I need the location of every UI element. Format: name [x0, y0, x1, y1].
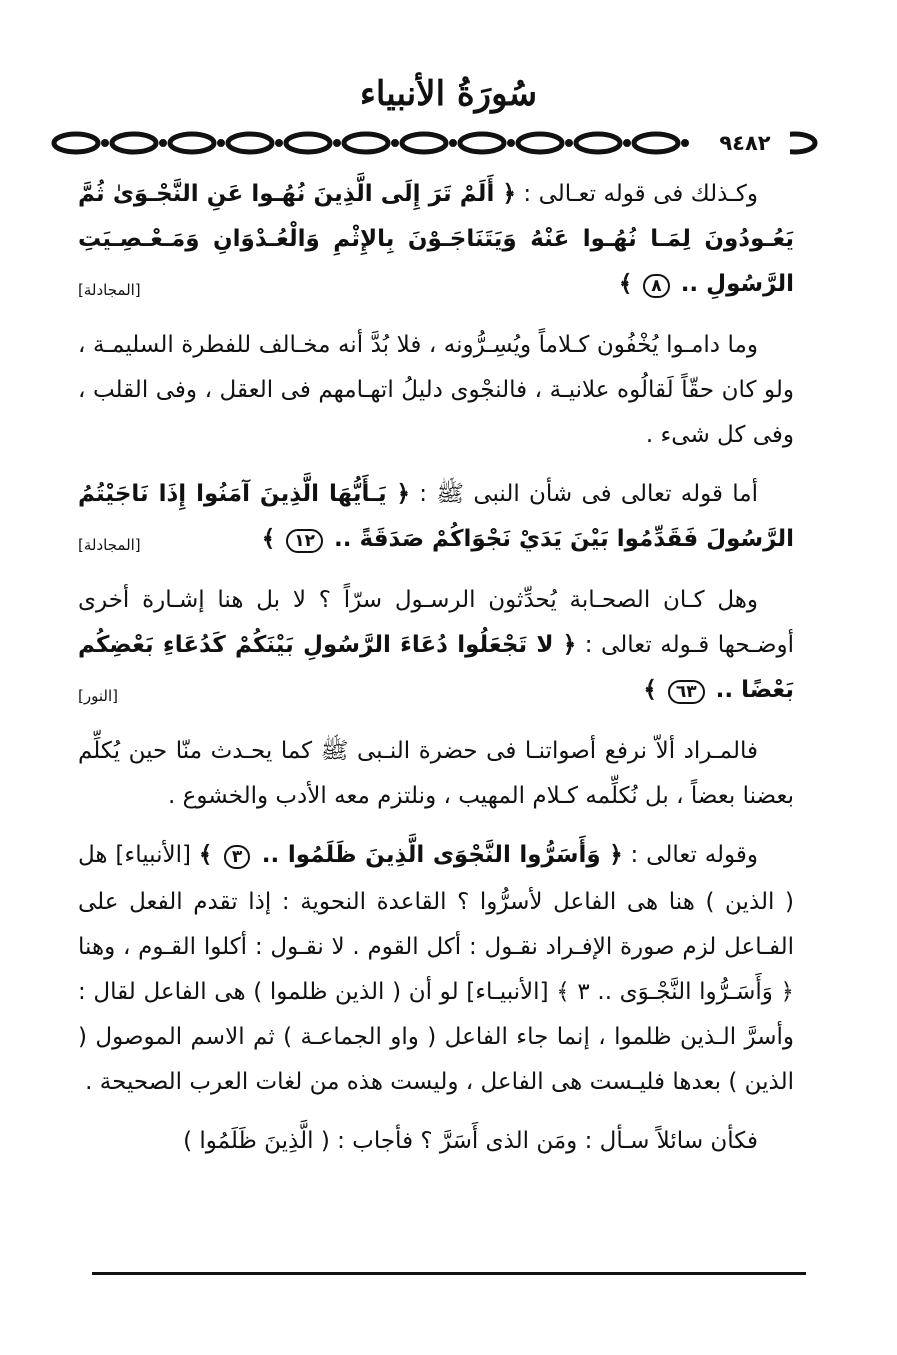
ayah-number: ١٢: [286, 529, 323, 553]
surah-reference: [المجادلة]: [78, 536, 141, 554]
paragraph-text: وما دامـوا يُخْفُون كـلاماً ويُسِـرُّونه ، فلا بُدَّ أنه مخـالف للفطرة السليمـة ، ولو كان حقّاً لَقالُوه علانيـة ، فالنجْوى دليلُ اتهـامهم فى العقل ، وفى القلب ، وفى كل شىء .: [78, 332, 794, 448]
ayah-number: ٦٣: [668, 680, 705, 704]
quote-close: ﴾: [643, 677, 665, 703]
surah-reference: [المجادلة]: [78, 281, 141, 299]
paragraph: [78, 472, 794, 564]
paragraph-text: فكأن سائلاً سـأل : ومَن الذى أَسَرَّ ؟ فأجاب : ( الَّذِينَ ظَلَمُوا ): [183, 1128, 758, 1154]
paragraph-text: فالمـراد ألاّ نرفع أصواتنـا فى حضرة النـبى ﷺ كما يحـدث منّا حين يُكلِّم بعضنا بعضاً ، بل نُكلِّمه كـلام المهيب ، ونلتزم معه الأدب والخشوع .: [78, 738, 794, 809]
paragraph: [78, 833, 794, 1105]
paragraph: [78, 729, 794, 819]
paragraph-text: وقوله تعالى :: [622, 842, 759, 868]
ayah-number: ٣: [224, 845, 250, 869]
ayah-number: ٨: [643, 274, 669, 298]
surah-title: سُورَةُ الأنبياء: [359, 74, 538, 114]
quran-quote: ﴿ لا تَجْعَلُوا دُعَاءَ الرَّسُولِ بَيْنَكُمْ كَدُعَاءِ بَعْضِكُم بَعْضًا ..: [78, 632, 794, 703]
quran-quote: ﴿ أَلَمْ تَرَ إِلَى الَّذِينَ نُهُـوا عَنِ النَّجْـوَىٰ ثُمَّ يَعُـودُونَ لِمَـا نُهُـوا عَنْهُ وَيَتَنَاجَـوْنَ بِالإِثْمِ وَالْعُـدْوَانِ وَمَـعْـصِـيَتِ الرَّسُولِ ..: [78, 181, 794, 297]
page-number: ٩٤٨٢: [700, 126, 790, 160]
quote-close: ﴾: [198, 842, 221, 868]
paragraph: [78, 578, 794, 715]
paragraph-text: وكـذلك فى قوله تعـالى :: [515, 181, 758, 207]
quote-close: ﴾: [618, 271, 641, 297]
paragraph-text: وهل كـان الصحـابة يُحدِّثون الرسـول سرّاً ؟ لا بل هنا إشـارة أخرى أوضـحها قـوله تعالى :: [78, 587, 794, 658]
paragraph: [78, 323, 794, 458]
body-text: [78, 172, 794, 1178]
paragraph: [78, 1119, 794, 1164]
paragraph: [78, 172, 794, 309]
quran-quote: ﴿ يَـأَيُّهَا الَّذِينَ آمَنُوا إِذَا نَاجَيْتُمُ الرَّسُولَ فَقَدِّمُوا بَيْنَ يَدَيْ نَجْوَاكُمْ صَدَقَةً ..: [78, 481, 794, 552]
surah-reference: [النور]: [78, 687, 118, 705]
quote-close: ﴾: [261, 526, 284, 552]
quran-quote: ﴿ وَأَسَرُّوا النَّجْوَى الَّذِينَ ظَلَمُوا ..: [253, 842, 623, 868]
footer-rule: [92, 1272, 806, 1275]
paragraph-text: أما قوله تعالى فى شأن النبى ﷺ :: [410, 481, 758, 507]
paragraph-text-continued: [الأنبياء] هل ( الذين ) هنا هى الفاعل لأسرُّوا ؟ القاعدة النحوية : إذا تقدم الفعل على الفـاعل لزم صورة الإفـراد نقـول : أكل القوم . لا نقـول : أكلوا القـوم ، وهنا ﴿ وَأَسَـرُّوا النَّجْـوَى .. ٣ ﴾ [الأنبيـاء] لو أن ( الذين ظلموا ) هى الفاعل لقال : وأسرَّ الـذين ظلموا ، إنما جاء الفاعل ( واو الجماعـة ) ثم الاسم الموصول ( الذين ) بعدها فليـست هى الفاعل ، وليست هذه من لغات العرب الصحيحة .: [78, 842, 794, 1095]
